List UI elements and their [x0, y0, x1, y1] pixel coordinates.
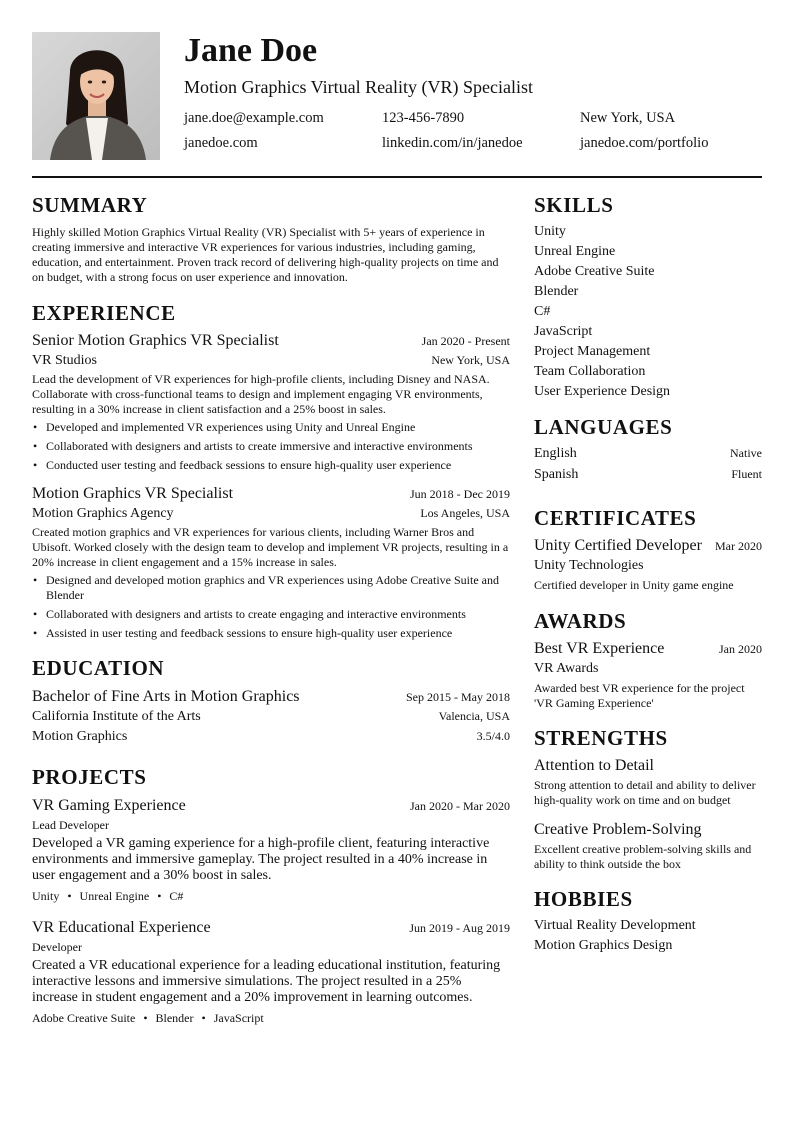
experience-section	[32, 300, 510, 641]
summary-text: Highly skilled Motion Graphics Virtual Reality (VR) Specialist with 5+ years of experience in creating immersive and interactive VR experiences for various industries, including gaming, education, and entertainment. Proven track record of delivering high-quality projects on time and on budget, with a strong focus on user experience and innovation.	[32, 225, 499, 284]
certificate-item	[534, 536, 762, 593]
strengths-section	[534, 725, 762, 872]
languages-heading: LANGUAGES	[534, 415, 673, 439]
job-bullets	[32, 420, 510, 473]
project-dates: Jan 2020 - Mar 2020	[410, 799, 510, 813]
strength-item	[534, 756, 762, 808]
skill-item: Blender	[534, 284, 579, 299]
certificates-section	[534, 505, 762, 593]
skill-item: Unity	[534, 224, 566, 239]
languages-list	[534, 443, 762, 485]
contact-linkedin[interactable]: linkedin.com/in/janedoe	[382, 135, 523, 151]
certificate-issuer: Unity Technologies	[534, 558, 644, 573]
skill-item: Project Management	[534, 344, 651, 359]
job-bullet: • Developed and implemented VR experiences using Unity and Unreal Engine	[32, 420, 510, 435]
certificates-heading: CERTIFICATES	[534, 506, 697, 530]
language-name: Spanish	[534, 467, 579, 482]
hobby-item: Virtual Reality Development	[534, 918, 696, 933]
education-dates: Sep 2015 - May 2018	[406, 690, 510, 704]
award-name: Best VR Experience	[534, 640, 665, 657]
contact-email[interactable]: jane.doe@example.com	[184, 110, 324, 126]
awards-section	[534, 608, 762, 711]
strengths-heading: STRENGTHS	[534, 726, 668, 750]
company-name: Motion Graphics Agency	[32, 506, 174, 521]
project-tag: Adobe Creative Suite	[32, 1011, 136, 1025]
strength-name: Creative Problem-Solving	[534, 821, 702, 838]
job-description: Lead the development of VR experiences for high-profile clients, including Disney and NASA. Collaborate with cross-functional teams to design and implement engaging VR environments, resulting in a 30% increase in client satisfaction and a 25% boost in sales.	[32, 372, 490, 416]
languages-section	[534, 414, 762, 485]
tag-separator: •	[201, 1011, 206, 1025]
education-gpa: 3.5/4.0	[476, 729, 510, 743]
skills-section	[534, 192, 762, 402]
award-date: Jan 2020	[719, 642, 762, 656]
language-item	[534, 464, 762, 485]
project-description: Developed a VR gaming experience for a high-profile client, featuring interactive environments and immersive gameplay. The project resulted in a 40% increase in user engagement and a 30% boost in sales.	[32, 836, 490, 883]
project-tag: Blender	[155, 1011, 194, 1025]
certificate-name: Unity Certified Developer	[534, 537, 702, 554]
contact-phone[interactable]: 123-456-7890	[382, 110, 465, 126]
project-item	[32, 796, 510, 904]
strength-description: Excellent creative problem-solving skills and ability to think outside the box	[534, 842, 752, 871]
hobbies-section	[534, 886, 762, 956]
skill-item: User Experience Design	[534, 384, 671, 399]
job-location: New York, USA	[431, 353, 510, 367]
degree-name: Bachelor of Fine Arts in Motion Graphics	[32, 688, 300, 705]
experience-item	[32, 331, 510, 473]
skill-item: JavaScript	[534, 324, 593, 339]
company-name: VR Studios	[32, 353, 97, 368]
project-tags	[32, 888, 510, 904]
project-dates: Jun 2019 - Aug 2019	[409, 921, 510, 935]
education-section	[32, 655, 510, 747]
strength-name: Attention to Detail	[534, 757, 654, 774]
hobby-item: Motion Graphics Design	[534, 938, 673, 953]
award-description: Awarded best VR experience for the project 'VR Gaming Experience'	[534, 681, 745, 710]
tag-separator: •	[157, 889, 162, 903]
awards-heading: AWARDS	[534, 609, 627, 633]
job-title: Senior Motion Graphics VR Specialist	[32, 332, 279, 349]
job-dates: Jan 2020 - Present	[421, 334, 510, 348]
projects-section	[32, 764, 510, 1026]
job-bullet: • Assisted in user testing and feedback sessions to ensure high-quality user experience	[32, 626, 510, 641]
header-divider	[32, 176, 762, 178]
certificate-date: Mar 2020	[715, 539, 762, 553]
project-tag: JavaScript	[213, 1011, 264, 1025]
job-location: Los Angeles, USA	[420, 506, 510, 520]
language-level: Fluent	[731, 467, 762, 481]
project-tags	[32, 1010, 510, 1026]
contact-location: New York, USA	[580, 110, 676, 126]
hobbies-list	[534, 916, 762, 956]
project-role: Developer	[32, 940, 82, 954]
project-tag: Unreal Engine	[79, 889, 150, 903]
skills-list	[534, 222, 762, 402]
candidate-name: Jane Doe	[184, 32, 318, 69]
candidate-title: Motion Graphics Virtual Reality (VR) Specialist	[184, 77, 534, 97]
school-name: California Institute of the Arts	[32, 709, 201, 724]
job-bullet: • Conducted user testing and feedback sessions to ensure high-quality user experience	[32, 458, 510, 473]
language-level: Native	[730, 446, 762, 460]
certificate-description: Certified developer in Unity game engine	[534, 578, 734, 592]
strength-description: Strong attention to detail and ability to deliver high-quality work on time and on budget	[534, 778, 756, 807]
experience-heading: EXPERIENCE	[32, 301, 176, 325]
award-item	[534, 639, 762, 711]
tag-separator: •	[67, 889, 72, 903]
summary-heading: SUMMARY	[32, 193, 148, 217]
project-role: Lead Developer	[32, 818, 109, 832]
skill-item: Adobe Creative Suite	[534, 264, 655, 279]
job-bullet: • Designed and developed motion graphics and VR experiences using Adobe Creative Suite and Blender	[32, 573, 510, 603]
job-description: Created motion graphics and VR experiences for various clients, including Warner Bros and Ubisoft. Worked closely with the design team to develop and implement VR projects, resulting in a 20% increase in client engagement and a 15% increase in sales.	[32, 525, 509, 569]
project-tag: Unity	[32, 889, 60, 903]
education-heading: EDUCATION	[32, 656, 165, 680]
skill-item: Unreal Engine	[534, 244, 616, 259]
experience-item	[32, 484, 510, 641]
education-item	[32, 687, 510, 747]
school-location: Valencia, USA	[438, 709, 510, 723]
award-issuer: VR Awards	[534, 661, 599, 676]
job-dates: Jun 2018 - Dec 2019	[410, 487, 510, 501]
project-description: Created a VR educational experience for a leading educational institution, featuring interactive lessons and immersive simulations. The project resulted in a 25% increase in student engagement and a 20% improvement in learning outcomes.	[32, 958, 501, 1005]
job-title: Motion Graphics VR Specialist	[32, 485, 234, 502]
tag-separator: •	[143, 1011, 148, 1025]
project-item	[32, 918, 510, 1026]
skill-item: C#	[534, 304, 551, 319]
job-bullets	[32, 573, 510, 641]
contact-portfolio[interactable]: janedoe.com/portfolio	[580, 135, 709, 151]
language-name: English	[534, 446, 577, 461]
profile-photo	[32, 32, 160, 160]
summary-section	[32, 192, 510, 285]
skills-heading: SKILLS	[534, 193, 614, 217]
skill-item: Team Collaboration	[534, 364, 646, 379]
project-tag: C#	[169, 889, 184, 903]
language-item	[534, 443, 762, 464]
right-column	[534, 192, 762, 956]
job-bullet: • Collaborated with designers and artists to create engaging and interactive environments	[32, 607, 510, 622]
resume-header	[32, 32, 762, 160]
project-name: VR Gaming Experience	[32, 797, 186, 814]
projects-heading: PROJECTS	[32, 765, 147, 789]
job-bullet: • Collaborated with designers and artists to create immersive and interactive environments	[32, 439, 510, 454]
education-field: Motion Graphics	[32, 729, 128, 744]
project-name: VR Educational Experience	[32, 919, 211, 936]
hobbies-heading: HOBBIES	[534, 887, 633, 911]
strength-item	[534, 820, 762, 872]
contact-website[interactable]: janedoe.com	[184, 135, 258, 151]
left-column	[32, 192, 510, 1026]
